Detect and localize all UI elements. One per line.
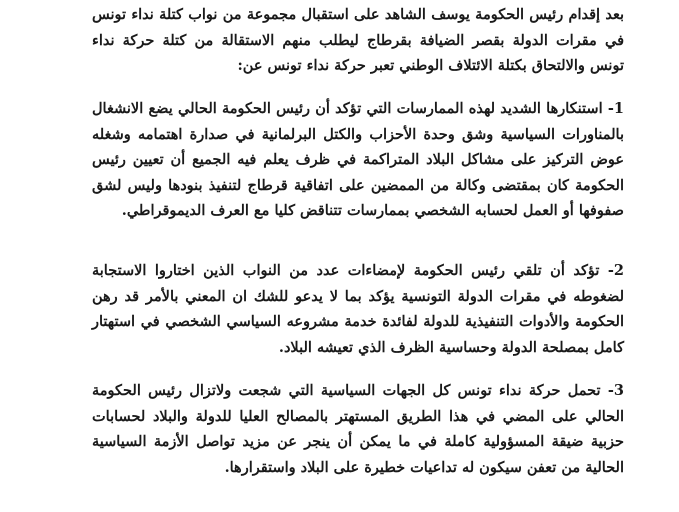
statement-point-1 <box>92 96 624 224</box>
statement-point-2 <box>92 258 624 360</box>
point-text: استنكارها الشديد لهذه الممارسات التي تؤكد أن رئيس الحكومة الحالي يضع الانشغال بالمناورات السياسية وشق وحدة الأحزاب والكتل البرلمانية في صدارة اهتمامه وشغله عوض التركيز على مشاكل البلاد المتراكمة في ظرف يعلم فيه الجميع أن تعيين رئيس الحكومة كان بمقتضى وكالة من الممضين على اتفاقية قرطاج لتنفيذ بنودها وليس لشق صفوفها أو العمل لحسابه الشخصي بممارسات تتناقض كليا مع العرف الديموقراطي. <box>92 100 625 220</box>
point-number: 2- <box>607 262 624 279</box>
statement-point-3 <box>92 378 624 480</box>
intro-paragraph: بعد إقدام رئيس الحكومة يوسف الشاهد على استقبال مجموعة من نواب كتلة نداء تونس في مقرات الدولة بقصر الضيافة بقرطاج ليطلب منهم الاستقالة من كتلة حركة نداء تونس والالتحاق بكتلة الائتلاف الوطني تعبر حركة نداء تونس عن: <box>92 6 624 75</box>
point-number: 1- <box>607 100 624 117</box>
point-number: 3- <box>607 382 624 399</box>
point-text: تؤكد أن تلقي رئيس الحكومة لإمضاءات عدد من النواب الذين اختاروا الاستجابة لضغوطه في مقرات الدولة التونسية يؤكد بما لا يدعو للشك ان المعني بالأمر قد رهن الحكومة والأدوات التنفيذية للدولة لفائدة خدمة مشروعه السياسي الشخصي في استهتار كامل بمصلحة الدولة وحساسية الظرف الذي تعيشه البلاد. <box>92 262 624 356</box>
point-text: تحمل حركة نداء تونس كل الجهات السياسية التي شجعت ولاتزال رئيس الحكومة الحالي على المضي في هذا الطريق المستهتر بالمصالح العليا للدولة والبلاد لحسابات حزبية ضيقة المسؤولية كاملة في ما يمكن أن ينجر عن مزيد تواصل الأزمة السياسية الحالية من تعفن سيكون له تداعيات خطيرة على البلاد واستقرارها. <box>92 382 624 476</box>
